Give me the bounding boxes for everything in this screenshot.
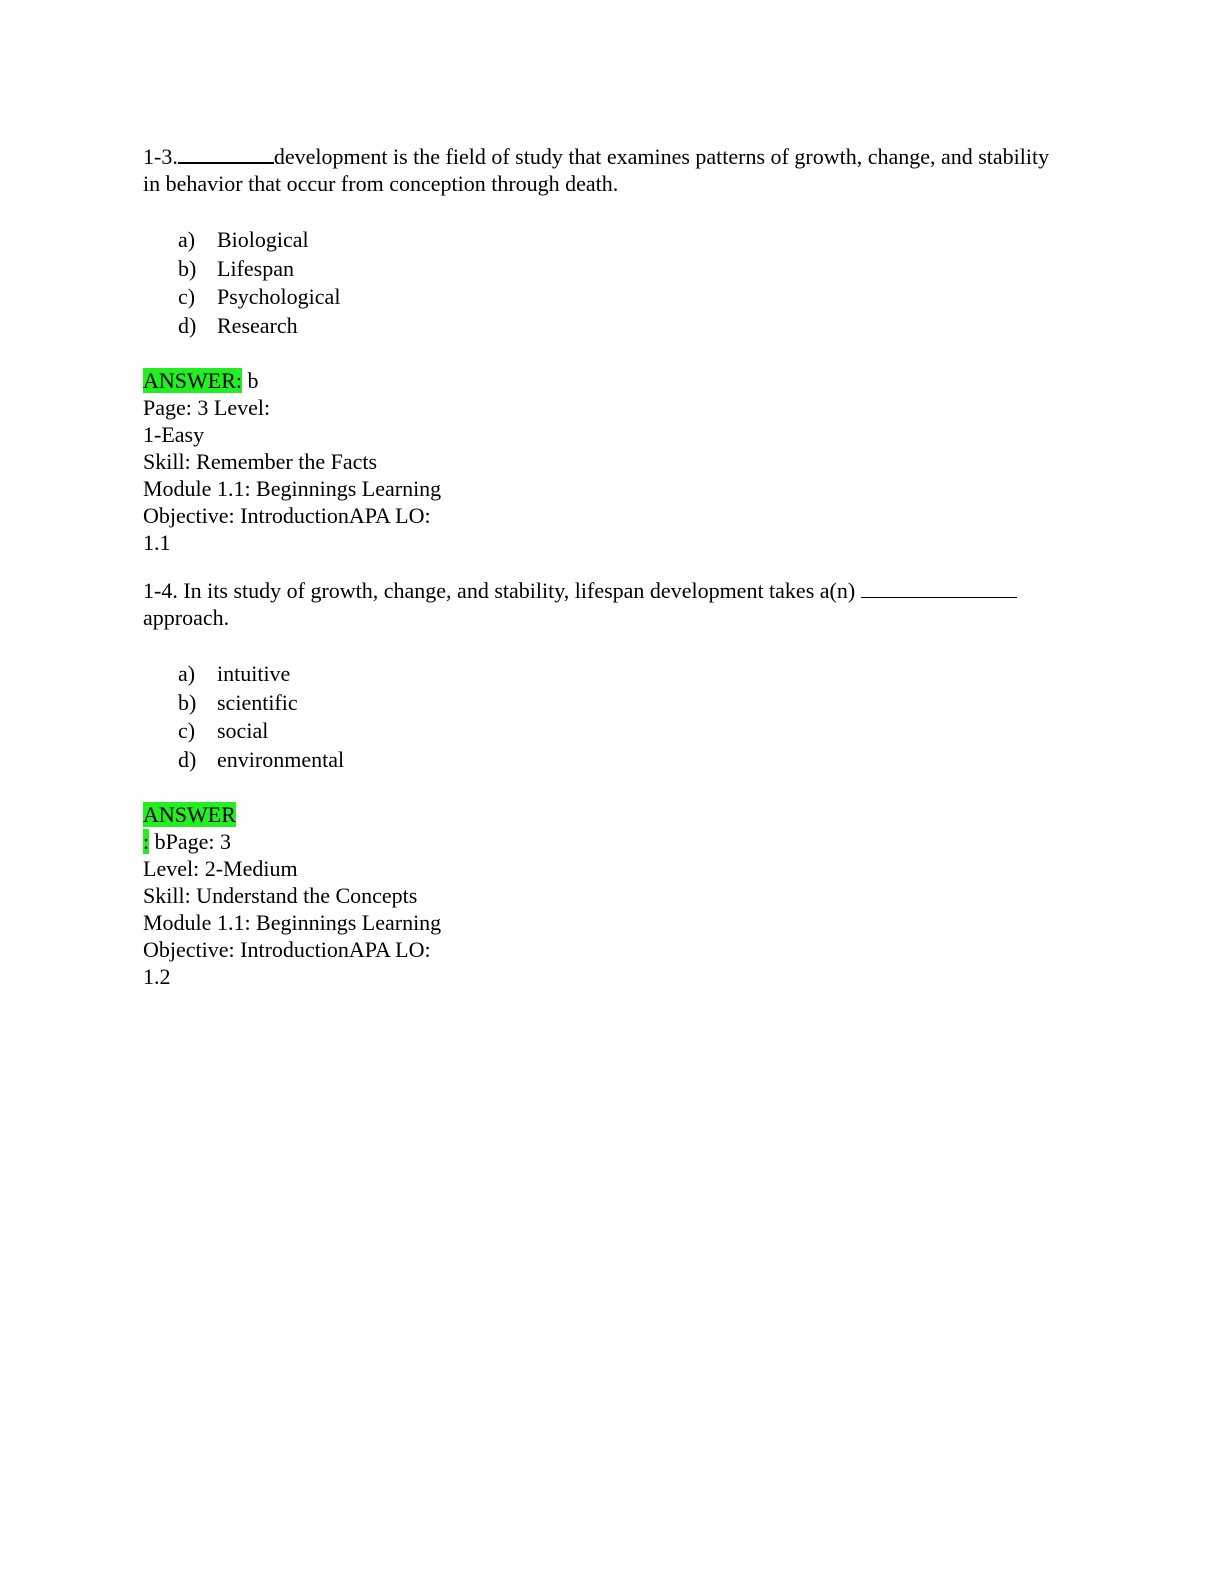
option-letter: b) [178, 689, 197, 715]
meta-line: Objective: IntroductionAPA LO: [143, 503, 431, 528]
meta-line: Objective: IntroductionAPA LO: [143, 937, 431, 962]
option-text: environmental [217, 746, 345, 772]
meta-line: 1.1 [143, 530, 171, 555]
meta-line: Skill: Understand the Concepts [143, 883, 418, 908]
option-c [178, 283, 1063, 312]
answer-metadata [143, 801, 473, 990]
answer-line [143, 367, 473, 394]
option-letter: a) [178, 227, 196, 252]
question-1-4 [143, 577, 1063, 990]
question-number: 1-3. [143, 144, 178, 169]
meta-line: Level: 2-Medium [143, 856, 298, 881]
answer-colon-highlight: : [143, 829, 150, 854]
options-list [143, 226, 1063, 340]
answer-blank [861, 577, 1017, 598]
option-b [178, 255, 1063, 284]
options-list [143, 660, 1063, 774]
question-stem [143, 577, 1063, 631]
meta-line: 1-Easy [143, 422, 205, 447]
option-text: Psychological [217, 284, 341, 309]
option-letter: c) [178, 284, 196, 309]
option-d [178, 746, 1063, 775]
option-text: Biological [217, 227, 309, 252]
meta-line: Page: 3 Level: [143, 395, 271, 420]
option-a [178, 660, 1063, 689]
answer-value: b [242, 368, 259, 393]
option-letter: d) [178, 312, 197, 338]
option-letter: d) [178, 746, 197, 772]
option-d [178, 312, 1063, 341]
question-1-3 [143, 142, 1063, 556]
option-letter: c) [178, 718, 196, 743]
option-text: Lifespan [217, 255, 294, 281]
answer-label-highlight: ANSWER: [143, 368, 242, 393]
question-text: development is the field of study that examines patterns of growth, change, and stability in behavior that occur from conception through death. [143, 144, 1050, 196]
option-b [178, 689, 1063, 718]
answer-value: bPage: 3 [149, 829, 232, 854]
option-text: scientific [217, 689, 298, 715]
option-letter: a) [178, 661, 196, 686]
question-number: 1-4. [143, 578, 178, 603]
answer-label-line [143, 801, 473, 828]
answer-line [143, 828, 473, 855]
option-c [178, 717, 1063, 746]
option-letter: b) [178, 255, 197, 281]
answer-blank [178, 142, 274, 164]
meta-line: 1.2 [143, 964, 171, 989]
question-text: In its study of growth, change, and stability, lifespan development takes a(n) [183, 578, 856, 603]
answer-metadata [143, 367, 473, 556]
option-text: intuitive [217, 661, 291, 686]
meta-line: Module 1.1: Beginnings Learning [143, 476, 442, 501]
meta-line: Module 1.1: Beginnings Learning [143, 910, 442, 935]
question-stem [143, 142, 1063, 197]
option-text: social [217, 718, 269, 743]
option-text: Research [217, 312, 298, 338]
option-a [178, 226, 1063, 255]
question-text-end: approach. [143, 605, 230, 630]
answer-label-highlight: ANSWER [143, 802, 236, 827]
meta-line: Skill: Remember the Facts [143, 449, 378, 474]
